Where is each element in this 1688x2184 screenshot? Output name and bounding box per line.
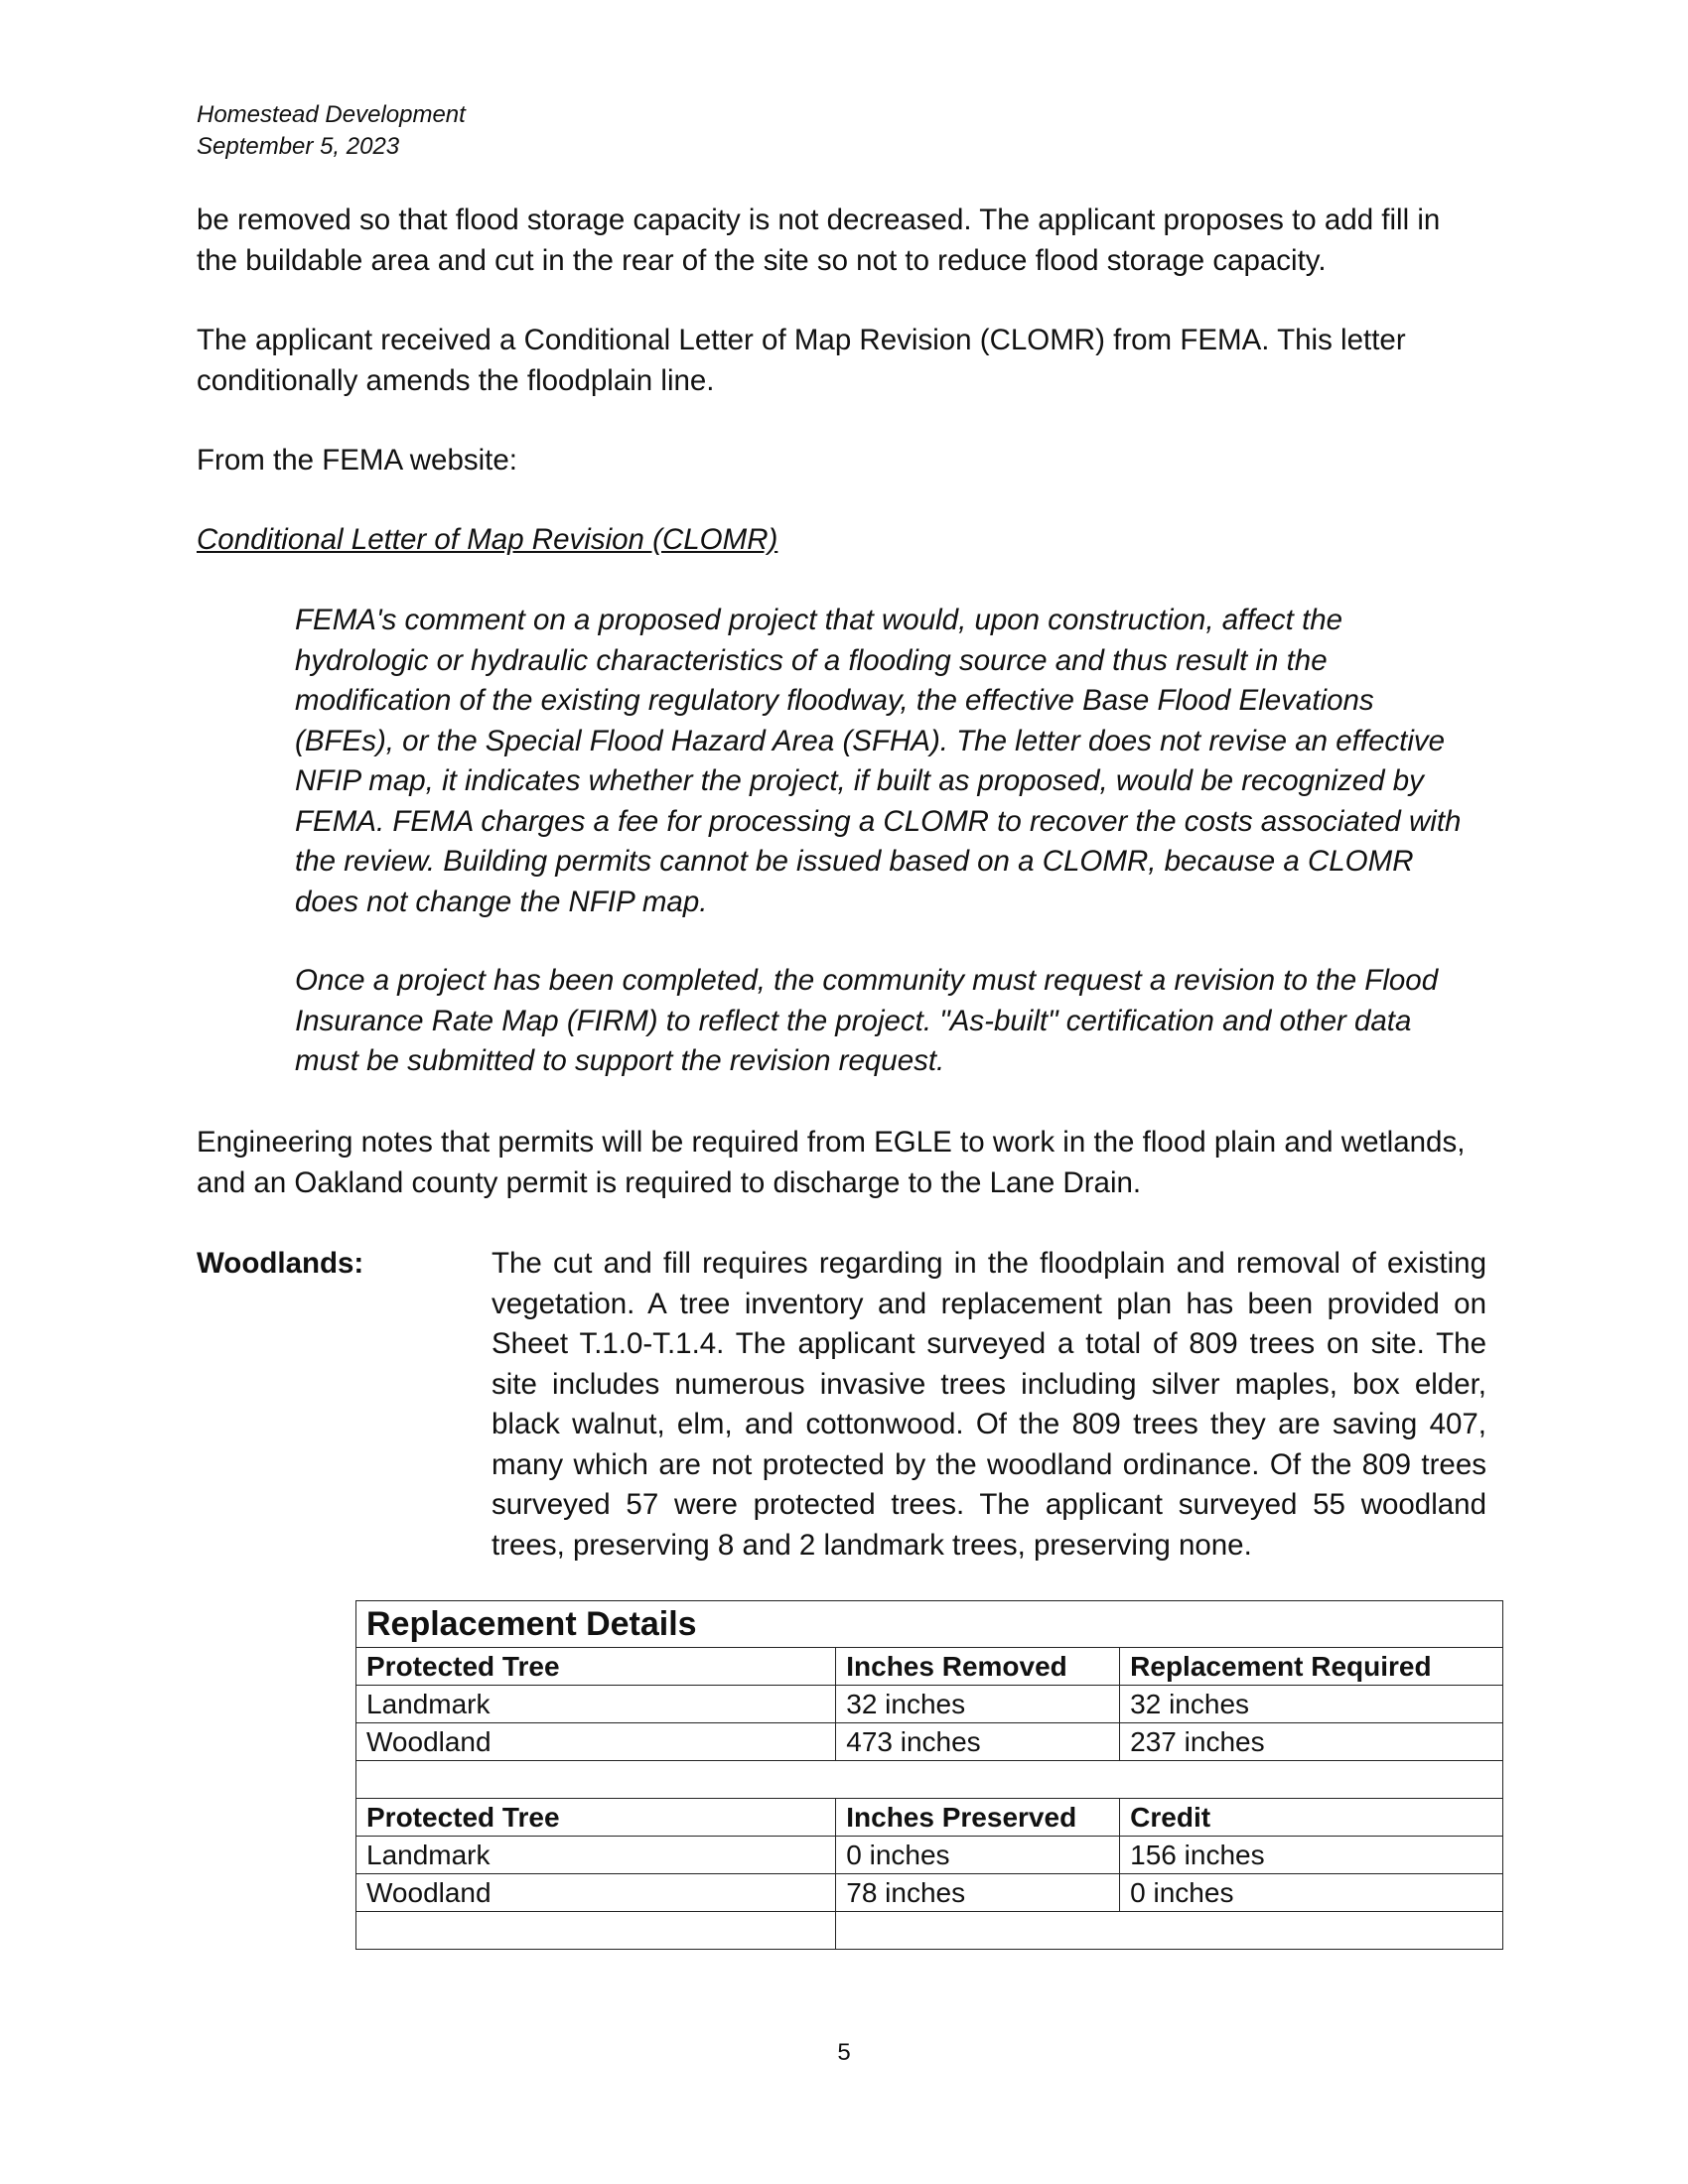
fema-quote-definition: FEMA's comment on a proposed project that would, upon construction, affect the hydrologic or hydraulic characteristics of a flooding source and thus result in the modification of the existing regulatory floodway, the effective Base Flood Elevations (BFEs), or the Special Flood Hazard Area (SFHA). The letter does not revise an effective NFIP map, it indicates whether the project, if built as proposed, would be recognized by FEMA. FEMA charges a fee for processing a CLOMR to recover the costs associated with the review. Building permits cannot be issued based on a CLOMR, because a CLOMR does not change the NFIP map. [295, 604, 1462, 918]
paragraph-engineering-notes: Engineering notes that permits will be required from EGLE to work in the flood plain and wetlands, and an Oakland county permit is required to discharge to the Lane Drain. [197, 1126, 1466, 1199]
table-cell: 156 inches [1120, 1837, 1503, 1874]
table-blank-row [356, 1761, 1503, 1799]
table-blank-row [356, 1912, 1503, 1950]
clomr-heading: Conditional Letter of Map Revision (CLOMR) [197, 523, 778, 556]
table-header-cell: Inches Preserved [836, 1799, 1120, 1837]
page-number: 5 [837, 2039, 851, 2066]
table-row [356, 1874, 1503, 1912]
table-row [356, 1723, 1503, 1761]
table-cell: 0 inches [836, 1837, 1120, 1874]
table-blank-cell [356, 1912, 836, 1950]
table-cell: Landmark [356, 1686, 836, 1723]
table-header-row [356, 1799, 1503, 1837]
table-blank-cell [836, 1912, 1503, 1950]
table-blank-cell [356, 1761, 1503, 1799]
replacement-details-table [355, 1600, 1503, 1950]
table-title: Replacement Details [356, 1601, 1503, 1648]
table-header-cell: Protected Tree [356, 1799, 836, 1837]
table-cell: 237 inches [1120, 1723, 1503, 1761]
table-header-cell: Protected Tree [356, 1648, 836, 1686]
table-cell: 32 inches [836, 1686, 1120, 1723]
table-row [356, 1837, 1503, 1874]
fema-quote-revision: Once a project has been completed, the community must request a revision to the Flood Insurance Rate Map (FIRM) to reflect the project. "As-built" certification and other data must be submitted to support the revision request. [295, 964, 1439, 1077]
header-project-name: Homestead Development [197, 101, 466, 128]
paragraph-fema-website: From the FEMA website: [197, 444, 517, 477]
table-cell: 32 inches [1120, 1686, 1503, 1723]
table-cell: Woodland [356, 1874, 836, 1912]
table-header-cell: Credit [1120, 1799, 1503, 1837]
paragraph-flood-storage: be removed so that flood storage capacity is not decreased. The applicant proposes to add fill in the buildable area and cut in the rear of the site so not to reduce flood storage capacity. [197, 204, 1441, 277]
header-date: September 5, 2023 [197, 133, 400, 160]
table-cell: Woodland [356, 1723, 836, 1761]
table-cell: 473 inches [836, 1723, 1120, 1761]
table-header-row [356, 1648, 1503, 1686]
table-cell: 78 inches [836, 1874, 1120, 1912]
paragraph-clomr-received: The applicant received a Conditional Letter of Map Revision (CLOMR) from FEMA. This letter conditionally amends the floodplain line. [197, 324, 1406, 397]
table-header-cell: Inches Removed [836, 1648, 1120, 1686]
table-cell: Landmark [356, 1837, 836, 1874]
table-row [356, 1686, 1503, 1723]
page-header [197, 99, 466, 163]
woodlands-text: The cut and fill requires regarding in the floodplain and removal of existing vegetation. A tree inventory and replacement plan has been provided on Sheet T.1.0-T.1.4. The applicant surveyed a total of 809 trees on site. The site includes numerous invasive trees including silver maples, box elder, black walnut, elm, and cottonwood. Of the 809 trees they are saving 407, many which are not protected by the woodland ordinance. Of the 809 trees surveyed 57 were protected trees. The applicant surveyed 55 woodland trees, preserving 8 and 2 landmark trees, preserving none. [492, 1247, 1486, 1562]
table-title-row [356, 1601, 1503, 1648]
woodlands-label: Woodlands: [197, 1247, 364, 1280]
table-cell: 0 inches [1120, 1874, 1503, 1912]
table-header-cell: Replacement Required [1120, 1648, 1503, 1686]
